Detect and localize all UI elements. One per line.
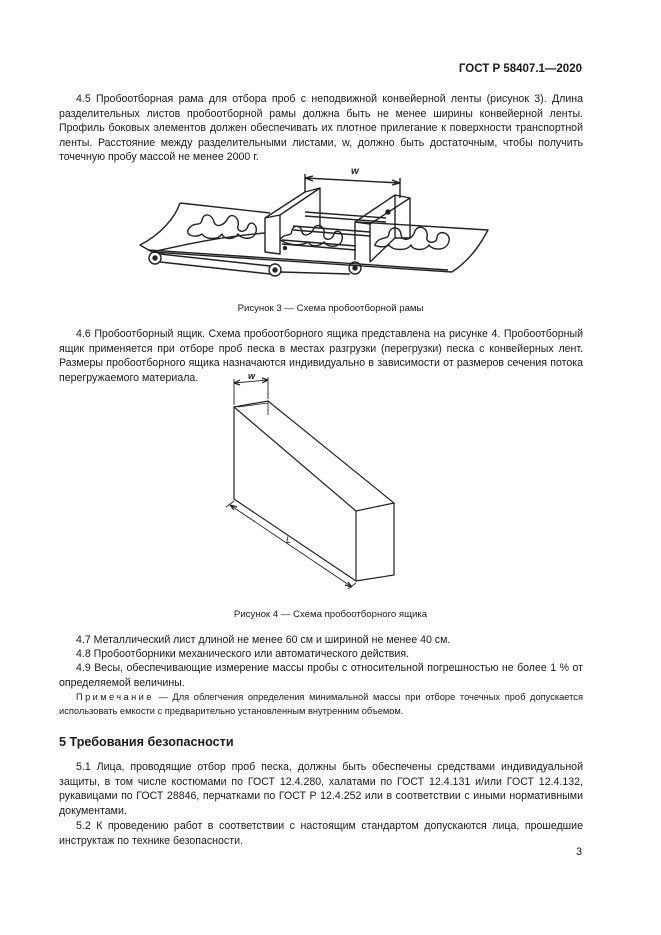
figure-4-caption: Рисунок 4 — Схема пробоотборного ящика [233, 609, 428, 620]
paragraph-4-8: 4.8 Пробоотборники механического или автоматического действия. [76, 648, 410, 660]
figure-3-sampling-frame [130, 160, 500, 280]
box-length-label: L [286, 535, 292, 545]
dimension-w-label: w [351, 166, 359, 177]
note [59, 691, 583, 718]
paragraph-4-6: 4.6 Пробоотборный ящик. Схема пробоотборного ящика представлена на рисунке 4. Пробоотборный ящик применяется при отборе проб песка в местах разгрузки (перегрузки) песка с конвейерных лент. Размеры пробоотборного ящика назначаются индивидуально в зависимости от размеров сечения потока перегружаемого материала. [59, 328, 583, 384]
paragraph-5-1: 5.1 Лица, проводящие отбор проб песка, должны быть обеспечены средствами индивидуальной защиты, в том числе костюмами по ГОСТ 12.4.280, халатами по ГОСТ 12.4.131 и/или ГОСТ 12.4.132, рукавицами по ГОСТ 28846, перчатками по ГОСТ Р 12.4.252 или в соответствии с иными нормативными документами. [59, 761, 583, 817]
page-number: 3 [576, 846, 582, 858]
paragraph-5-2: 5.2 К проведению работ в соответствии с настоящим стандартом допускаются лица, прошедшие инструктаж по технике безопасности. [59, 820, 583, 847]
figure-3-caption: Рисунок 3 — Схема пробоотборной рамы [237, 303, 424, 314]
section-5-heading: 5 Требования безопасности [59, 735, 234, 749]
box-width-label: w [248, 371, 256, 381]
paragraph-4-7: 4.7 Металлический лист длиной не менее 60 см и шириной не менее 40 см. [76, 634, 451, 646]
document-id: ГОСТ Р 58407.1—2020 [458, 63, 582, 75]
note-label: Примечание [76, 692, 154, 702]
note-text: — Для облегчения определения минимальной массы при отборе точечных проб допускается использовать емкости с предварительно установленным внутренним объемом. [59, 692, 583, 716]
paragraph-4-9: 4.9 Весы, обеспечивающие измерение массы пробы с относительной погрешностью не более 1 % от определяемой величины. [59, 662, 583, 689]
figure-4-sampling-box [230, 371, 410, 590]
paragraph-4-5: 4.5 Пробоотборная рама для отбора проб с неподвижной конвейерной ленты (рисунок 3). Длина разделительных листов пробоотборной рамы должна быть не менее ширины конвейерной ленты. Профиль боковых элементов должен обеспечивать их плотное прилегание к поверхности транспортной ленты. Расстояние между разделительными листами, w, должно быть достаточным, чтобы получить точечную пробу массой не менее 2000 г. [59, 93, 583, 164]
